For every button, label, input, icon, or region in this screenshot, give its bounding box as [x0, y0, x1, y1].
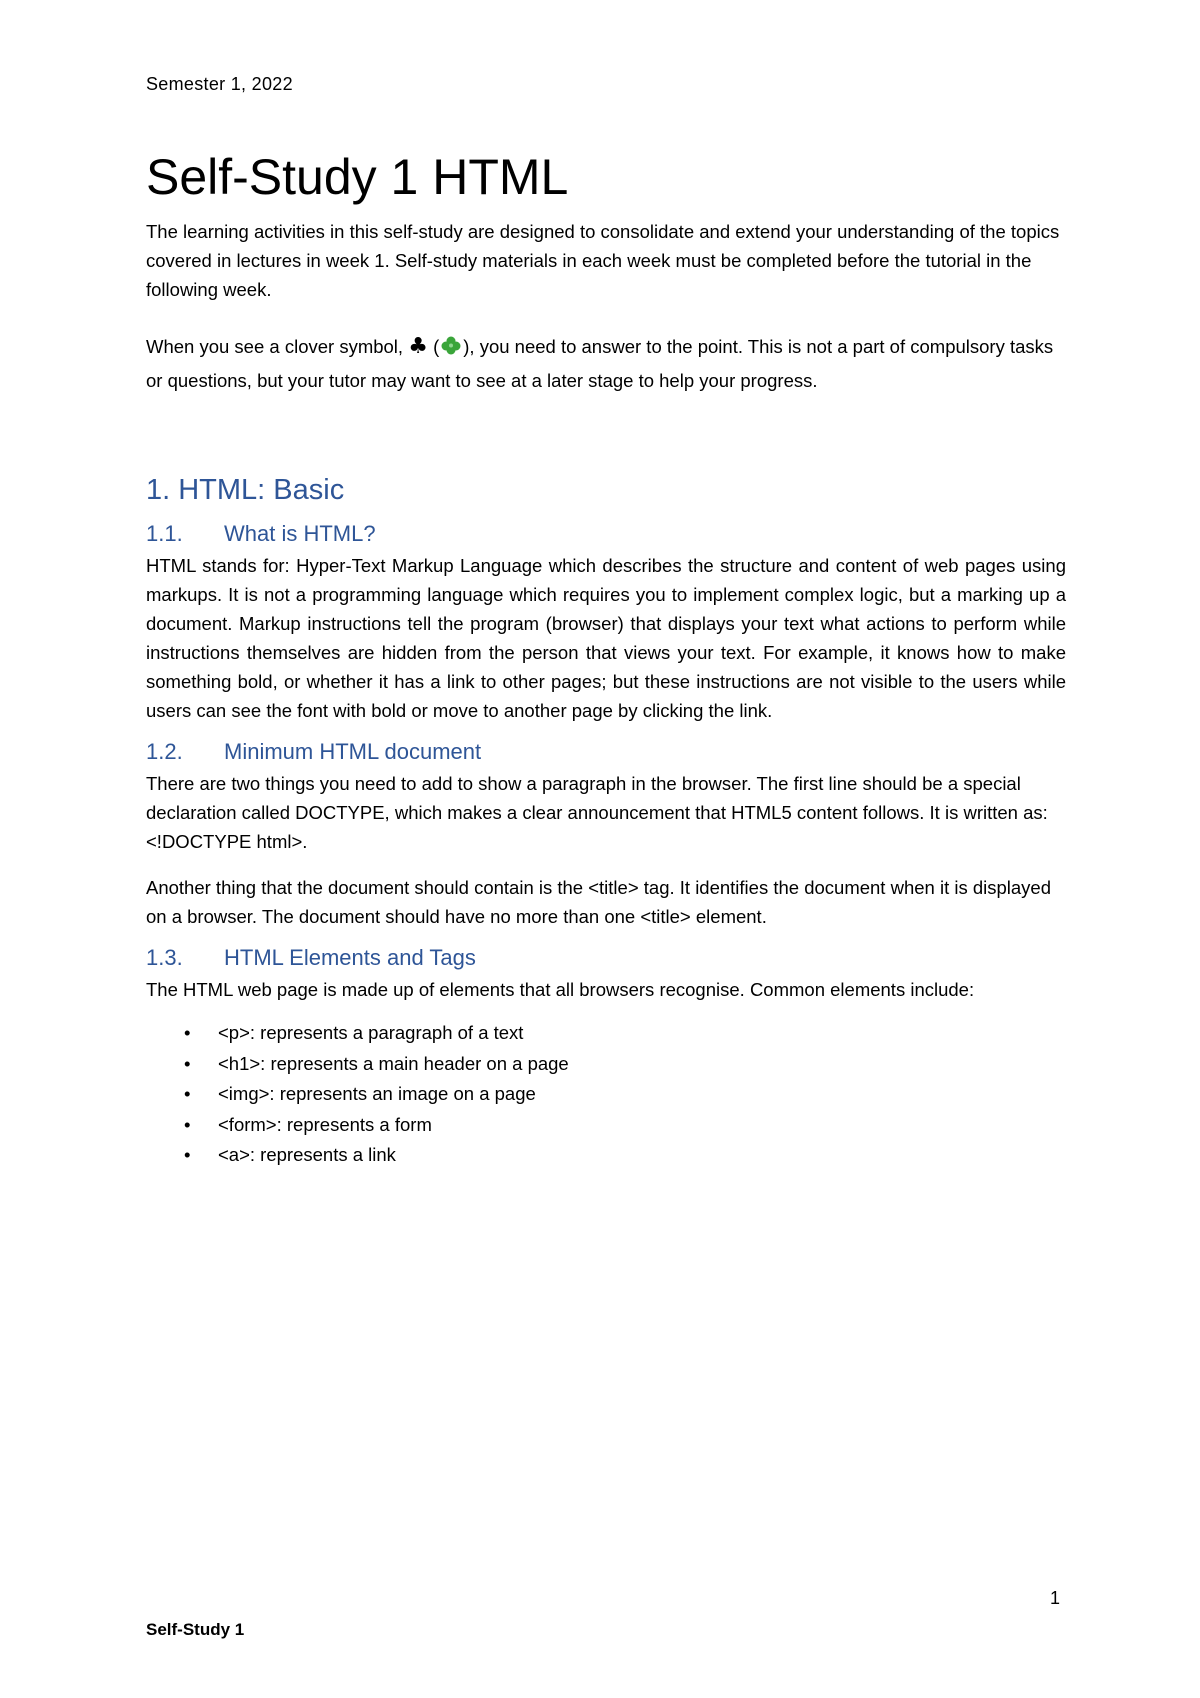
- bullet-icon: •: [184, 1022, 191, 1043]
- intro-paragraph: The learning activities in this self-study are designed to consolidate and extend your understanding of the topics covered in lectures in week 1. Self-study materials in each week must be completed before the tutorial in the following week.: [146, 221, 1060, 300]
- elements-paragraph: The HTML web page is made up of elements that all browsers recognise. Common elements include:: [146, 979, 975, 1000]
- clover-text-before: When you see a clover symbol,: [146, 336, 409, 357]
- clover-paragraph: [146, 330, 1066, 398]
- clover-icon: [440, 334, 462, 356]
- subsection-heading-elements-tags: [146, 945, 1066, 971]
- bullet-icon: •: [184, 1144, 191, 1165]
- club-symbol: ♣: [408, 334, 428, 359]
- page-number: 1: [1050, 1588, 1061, 1608]
- page-footer: Self-Study 1: [146, 1620, 245, 1639]
- bullet-icon: •: [184, 1083, 191, 1104]
- list-item-text: <a>: represents a link: [218, 1144, 396, 1165]
- clover-open-paren: (: [427, 336, 440, 357]
- list-item: [146, 1140, 1066, 1171]
- list-item-text: <form>: represents a form: [218, 1113, 432, 1135]
- bullet-icon: •: [184, 1052, 191, 1074]
- subsection-number: 1.1.: [146, 521, 183, 546]
- list-item-text: <h1>: represents a main header on a page: [218, 1052, 569, 1074]
- subsection-title: What is HTML?: [224, 521, 376, 546]
- subsection-title: Minimum HTML document: [224, 739, 482, 764]
- document-body: [146, 150, 1066, 1171]
- subsection-heading-what-is-html: [146, 521, 1066, 547]
- elements-list: [146, 1018, 1066, 1171]
- list-item-text: <img>: represents an image on a page: [218, 1083, 536, 1104]
- clover-text-after: ), you need to answer to the point. This is not a part of compulsory tasks or questions, but your tutor may want to see at a later stage to help your progress.: [146, 336, 1054, 391]
- page-header: Semester 1, 2022: [146, 74, 293, 94]
- subsection-title: HTML Elements and Tags: [224, 945, 476, 970]
- document-title: Self-Study 1 HTML: [146, 149, 569, 205]
- title-tag-paragraph: Another thing that the document should contain is the <title> tag. It identifies the document when it is displayed on a browser. The document should have no more than one <title> element.: [146, 877, 1052, 927]
- subsection-heading-minimum-html: [146, 739, 1066, 765]
- subsection-number: 1.3.: [146, 945, 183, 970]
- list-item: [146, 1018, 1066, 1049]
- doctype-paragraph: There are two things you need to add to show a paragraph in the browser. The first line should be a special declaration called DOCTYPE, which makes a clear announcement that HTML5 content follows. It is written as: <!DOCTYPE html>.: [146, 773, 1048, 852]
- section-heading-html-basic: 1. HTML: Basic: [146, 474, 345, 506]
- subsection-number: 1.2.: [146, 739, 183, 764]
- list-item: [146, 1049, 1066, 1080]
- list-item-text: <p>: represents a paragraph of a text: [218, 1022, 524, 1043]
- bullet-icon: •: [184, 1113, 191, 1135]
- list-item: [146, 1110, 1066, 1141]
- list-item: [146, 1079, 1066, 1110]
- what-is-html-paragraph: HTML stands for: Hyper-Text Markup Language which describes the structure and content of web pages using markups. It is not a programming language which requires you to implement complex logic, but a marking up a document. Markup instructions tell the program (browser) that displays your text what actions to perform while instructions themselves are hidden from the person that views your text. For example, it knows how to make something bold, or whether it has a link to other pages; but these instructions are not visible to the users while users can see the font with bold or move to another page by clicking the link.: [146, 555, 1066, 721]
